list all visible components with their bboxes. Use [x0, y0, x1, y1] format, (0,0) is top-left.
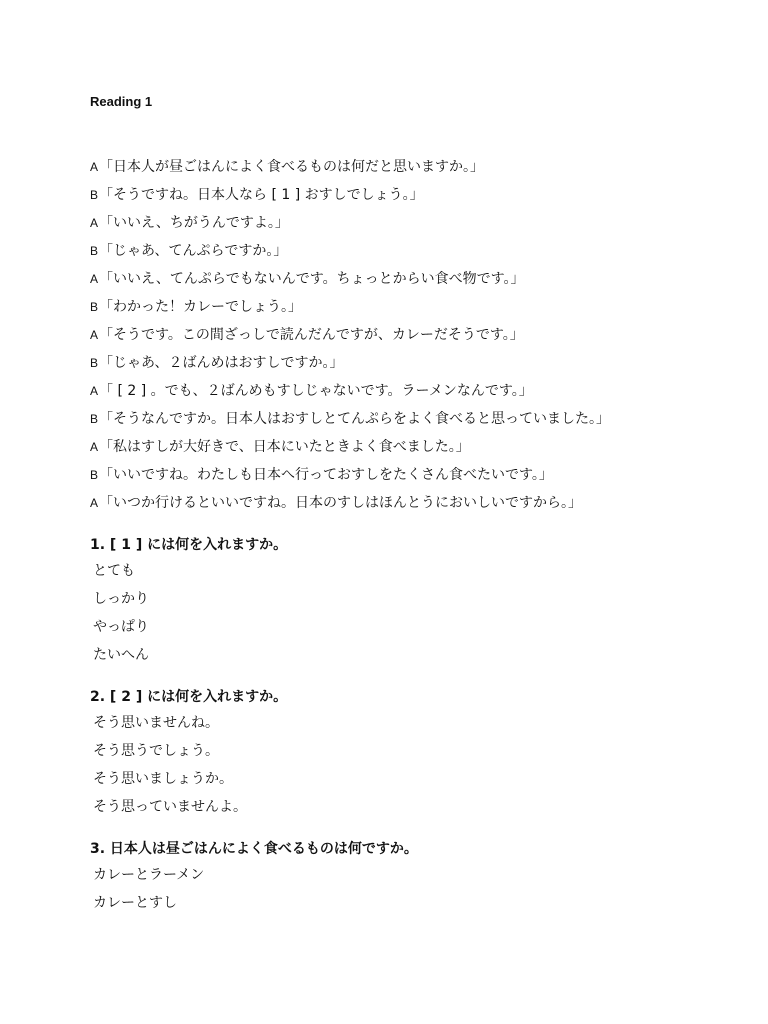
dialogue-line	[90, 493, 750, 521]
speaker-label: B	[90, 412, 99, 426]
answer-option: カレーとラーメン	[93, 867, 205, 883]
answer-options	[90, 713, 750, 825]
speaker-label: A	[90, 272, 99, 286]
dialogue-line	[90, 437, 750, 465]
dialogue-line	[90, 325, 750, 353]
speaker-label: A	[90, 384, 99, 398]
question-text: 2. [ 2 ] には何を入れますか。	[90, 689, 288, 705]
speaker-label: A	[90, 440, 99, 454]
question-text: 1. [ 1 ] には何を入れますか。	[90, 537, 288, 553]
document-page	[90, 94, 750, 921]
dialogue-line	[90, 157, 750, 185]
answer-option: カレーとすし	[93, 895, 177, 911]
dialogue-line	[90, 297, 750, 325]
answer-option: やっぱり	[93, 619, 149, 635]
line-text: 「いいえ、てんぷらでもないんです。ちょっとからい食べ物です。」	[99, 271, 525, 287]
question-2	[90, 687, 750, 825]
answer-option: そう思いましょうか。	[93, 771, 233, 787]
speaker-label: A	[90, 496, 99, 510]
speaker-label: B	[90, 188, 99, 202]
answer-option: そう思いませんね。	[93, 715, 219, 731]
speaker-label: A	[90, 216, 99, 230]
speaker-label: B	[90, 468, 99, 482]
dialogue-line	[90, 241, 750, 269]
answer-option: そう思うでしょう。	[93, 743, 219, 759]
dialogue-line	[90, 409, 750, 437]
dialogue-line	[90, 213, 750, 241]
document-title: Reading 1	[90, 94, 153, 109]
question-text: 3. 日本人は昼ごはんによく食べるものは何ですか。	[90, 841, 418, 857]
dialogue-line	[90, 465, 750, 493]
speaker-label: B	[90, 244, 99, 258]
line-text: 「日本人が昼ごはんによく食べるものは何だと思いますか。」	[99, 159, 485, 175]
dialogue	[90, 157, 750, 521]
answer-option: そう思っていませんよ。	[93, 799, 247, 815]
answer-option: とても	[93, 563, 135, 579]
speaker-label: A	[90, 160, 99, 174]
line-text: 「そうですね。日本人なら [ 1 ] おすしでしょう。」	[99, 187, 424, 203]
answer-options	[90, 865, 750, 921]
dialogue-line	[90, 353, 750, 381]
line-text: 「いいえ、ちがうんですよ。」	[99, 215, 289, 231]
answer-option: しっかり	[93, 591, 149, 607]
line-text: 「じゃあ、２ばんめはおすしですか。」	[99, 355, 344, 371]
speaker-label: B	[90, 300, 99, 314]
question-3	[90, 839, 750, 921]
speaker-label: A	[90, 328, 99, 342]
answer-options	[90, 561, 750, 673]
line-text: 「そうなんですか。日本人はおすしとてんぷらをよく食べると思っていました。」	[99, 411, 611, 427]
line-text: 「いいですね。わたしも日本へ行っておすしをたくさん食べたいです。」	[99, 467, 553, 483]
answer-option: たいへん	[93, 647, 149, 663]
dialogue-line	[90, 185, 750, 213]
dialogue-line	[90, 269, 750, 297]
line-text: 「じゃあ、てんぷらですか。」	[99, 243, 288, 259]
line-text: 「 [ 2 ] 。でも、２ばんめもすしじゃないです。ラーメンなんです。」	[99, 383, 533, 399]
speaker-label: B	[90, 356, 99, 370]
line-text: 「私はすしが大好きで、日本にいたときよく食べました。」	[99, 439, 470, 455]
line-text: 「わかった！カレーでしょう。」	[99, 299, 303, 315]
line-text: 「いつか行けるといいですね。日本のすしはほんとうにおいしいですから。」	[99, 495, 583, 511]
question-1	[90, 535, 750, 673]
line-text: 「そうです。この間ざっしで読んだんですが、カレーだそうです。」	[99, 327, 524, 343]
dialogue-line	[90, 381, 750, 409]
